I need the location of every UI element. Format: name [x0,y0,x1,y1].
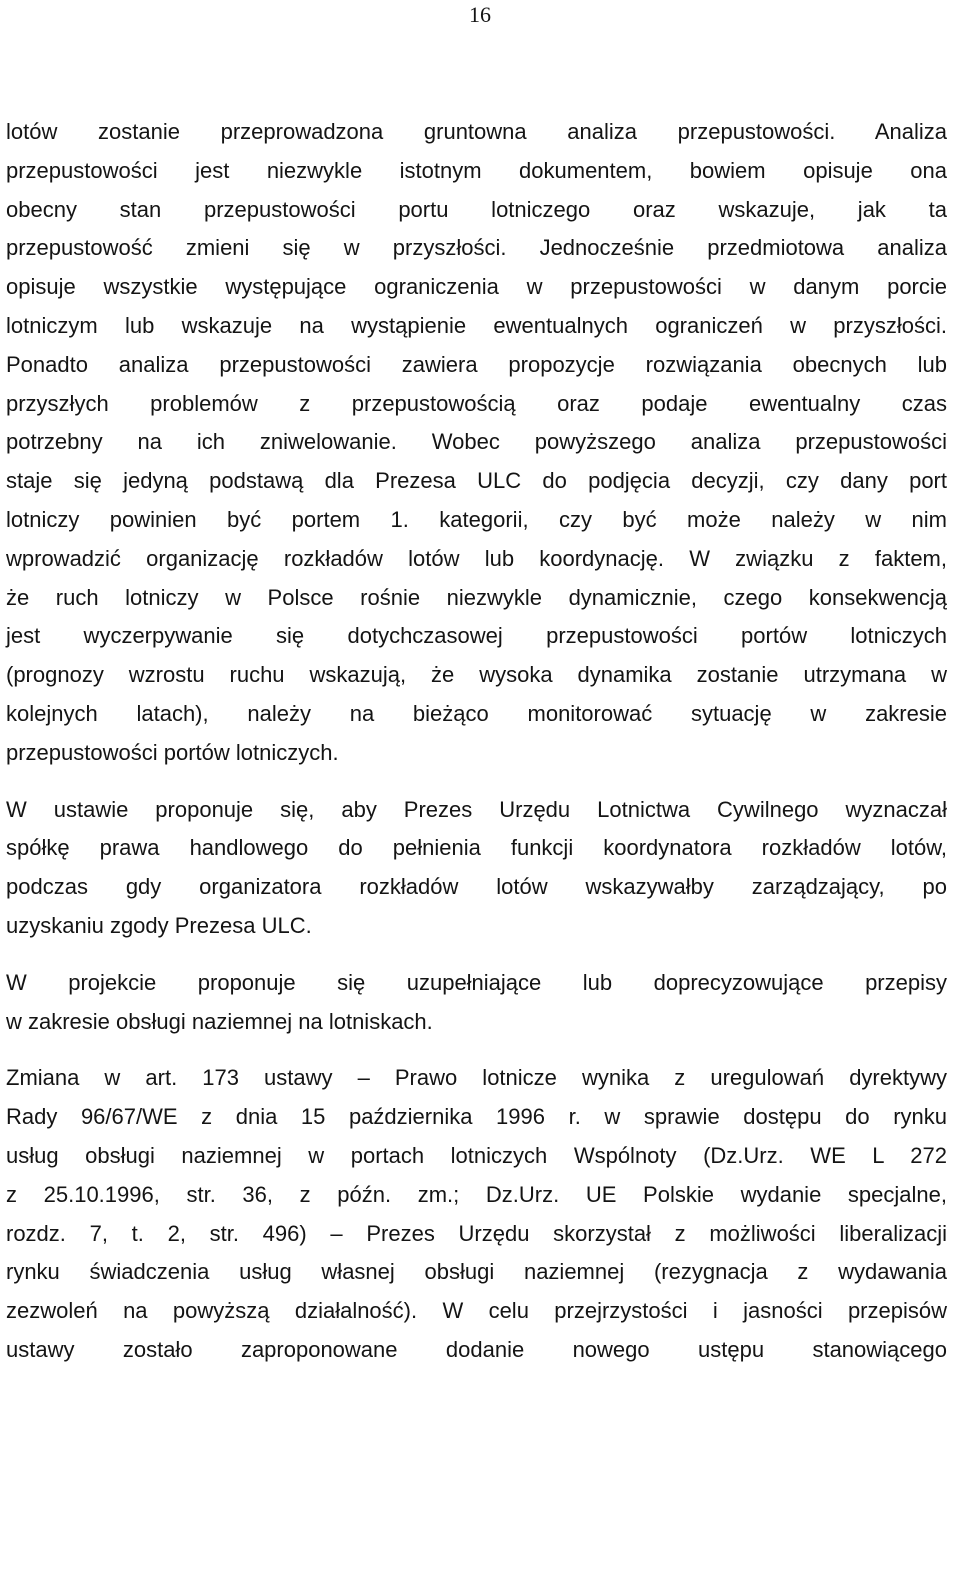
text-line: (prognozy wzrostu ruchu wskazują, że wysoka dynamika zostanie utrzymana w [6,662,947,688]
text-line: podczas gdy organizatora rozkładów lotów wskazywałby zarządzający, po [6,874,947,900]
text-line: z 25.10.1996, str. 36, z późn. zm.; Dz.Urz. UE Polskie wydanie specjalne, [6,1181,947,1207]
text-line: zezwoleń na powyższą działalność). W celu przejrzystości i jasności przepisów [6,1298,947,1324]
text-line: W projekcie proponuje się uzupełniające lub doprecyzowujące przepisy [6,969,947,995]
text-line: w zakresie obsługi naziemnej na lotniskach. [6,1008,433,1034]
text-line: rynku świadczenia usług własnej obsługi naziemnej (rezygnacja z wydawania [6,1259,947,1285]
paragraph [6,964,947,1042]
text-line: Ponadto analiza przepustowości zawiera propozycje rozwiązania obecnych lub [6,351,947,377]
text-line: W ustawie proponuje się, aby Prezes Urzędu Lotnictwa Cywilnego wyznaczał [6,796,947,822]
text-line: wprowadzić organizację rozkładów lotów lub koordynację. W związku z faktem, [6,545,947,571]
text-line: że ruch lotniczy w Polsce rośnie niezwykle dynamicznie, czego konsekwencją [6,584,947,610]
text-line: ustawy zostało zaproponowane dodanie nowego ustępu stanowiącego [6,1336,947,1362]
paragraph-gap [6,946,947,964]
text-line: staje się jedyną podstawą dla Prezesa ULC do podjęcia decyzji, czy dany port [6,468,947,494]
text-line: opisuje wszystkie występujące ograniczenia w przepustowości w danym porcie [6,274,947,300]
paragraph [6,113,947,773]
paragraph [6,1059,947,1369]
text-line: przepustowości portów lotniczych. [6,739,339,765]
text-line: lotniczy powinien być portem 1. kategorii, czy być może należy w nim [6,506,947,532]
text-line: przepustowość zmieni się w przyszłości. Jednocześnie przedmiotowa analiza [6,235,947,261]
text-line: przyszłych problemów z przepustowością oraz podaje ewentualny czas [6,390,947,416]
page-number: 16 [469,2,491,27]
text-line: lotniczym lub wskazuje na wystąpienie ewentualnych ograniczeń w przyszłości. [6,312,947,338]
text-line: usług obsługi naziemnej w portach lotniczych Wspólnoty (Dz.Urz. WE L 272 [6,1142,947,1168]
paragraph-gap [6,773,947,791]
text-line: Zmiana w art. 173 ustawy – Prawo lotnicze wynika z uregulowań dyrektywy [6,1065,947,1091]
text-line: spółkę prawa handlowego do pełnienia funkcji koordynatora rozkładów lotów, [6,835,947,861]
text-line: kolejnych latach), należy na bieżąco monitorować sytuację w zakresie [6,700,947,726]
text-line: potrzebny na ich zniwelowanie. Wobec powyższego analiza przepustowości [6,429,947,455]
text-line: Rady 96/67/WE z dnia 15 października 1996 r. w sprawie dostępu do rynku [6,1104,947,1130]
text-line: lotów zostanie przeprowadzona gruntowna analiza przepustowości. Analiza [6,119,947,144]
text-line: rozdz. 7, t. 2, str. 496) – Prezes Urzędu skorzystał z możliwości liberalizacji [6,1220,947,1246]
text-line: obecny stan przepustowości portu lotniczego oraz wskazuje, jak ta [6,196,947,222]
paragraph [6,791,947,946]
document-body [6,113,947,1370]
text-line: jest wyczerpywanie się dotychczasowej przepustowości portów lotniczych [6,623,947,649]
text-line: przepustowości jest niezwykle istotnym dokumentem, bowiem opisuje ona [6,157,947,183]
text-line: uzyskaniu zgody Prezesa ULC. [6,912,312,938]
paragraph-gap [6,1041,947,1059]
